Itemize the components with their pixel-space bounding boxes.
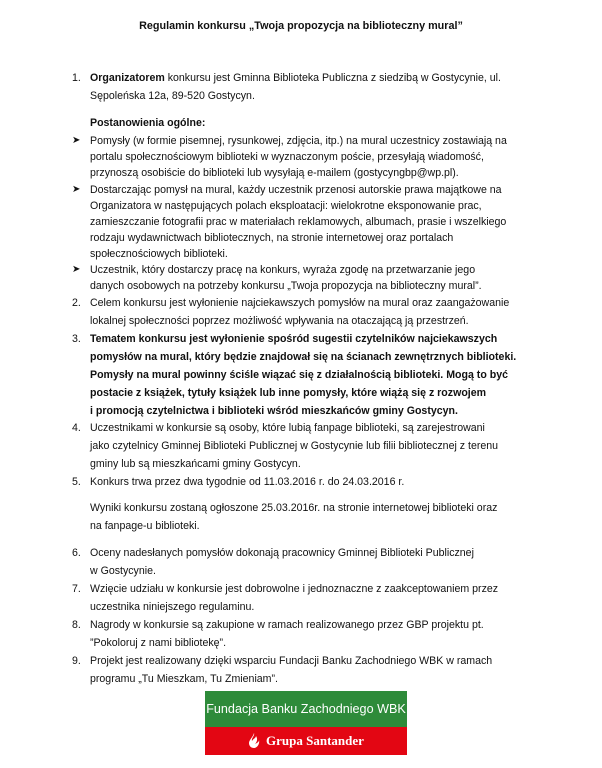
bullet-1-line-3: przynoszą osobiście do biblioteki lub wysyłają e-mailem (gostycyngbp@wp.pl).: [90, 167, 459, 179]
item-2-line-1: Celem konkursu jest wyłonienie najciekawszych pomysłów na mural oraz zaangażowanie: [90, 297, 510, 309]
item-5-results-line-1: Wyniki konkursu zostaną ogłoszone 25.03.2016r. na stronie internetowej biblioteki oraz: [90, 502, 498, 514]
bullet-2-line-2: Organizatora w następujących polach eksploatacji: wielokrotne eksponowanie prac,: [90, 200, 482, 212]
organizer-label: Organizatorem: [90, 72, 165, 84]
item-number-7: 7.: [72, 583, 81, 595]
arrow-bullet-icon: ➤: [72, 135, 81, 146]
bullet-2-line-5: społecznościowych biblioteki.: [90, 248, 228, 260]
bullet-1-line-1: Pomysły (w formie pisemnej, rysunkowej, zdjęcia, itp.) na mural uczestnicy zostawiają na: [90, 135, 507, 147]
item-number-9: 9.: [72, 655, 81, 667]
item-9-line-1: Projekt jest realizowany dzięki wsparciu Fundacji Banku Zachodniego WBK w ramach: [90, 655, 493, 667]
bullet-3-line-2: danych osobowych na potrzeby konkursu „Twoja propozycja na biblioteczny mural”.: [90, 280, 482, 292]
item-1-line-1: [90, 70, 552, 86]
item-9-line-2: programu „Tu Mieszkam, Tu Zmieniam”.: [90, 673, 278, 685]
item-3-line-5: i promocją czytelnictwa i biblioteki wśród mieszkańców gminy Gostycyn.: [90, 405, 458, 417]
item-1-line-2: Sępoleńska 12a, 89-520 Gostycyn.: [90, 90, 255, 102]
item-3-line-2: pomysłów na mural, który będzie znajdował się na ścianach zewnętrznych biblioteki.: [90, 351, 517, 363]
item-3-line-1: Tematem konkursu jest wyłonienie spośród sugestii czytelników najciekawszych: [90, 333, 498, 345]
item-number-1: 1.: [72, 72, 81, 84]
item-4-line-1: Uczestnikami w konkursie są osoby, które lubią fanpage biblioteki, są zarejestrowani: [90, 422, 485, 434]
item-8-line-2: ”Pokoloruj z nami bibliotekę”.: [90, 637, 227, 649]
item-number-4: 4.: [72, 422, 81, 434]
item-8-line-1: Nagrody w konkursie są zakupione w ramach realizowanego przez GBP projektu pt.: [90, 619, 484, 631]
bullet-1-line-2: portalu społecznościowym biblioteki w wyznaczonym poście, przesyłają wiadomość,: [90, 151, 484, 163]
organizer-text: konkursu jest Gminna Biblioteka Publiczna z siedzibą w Gostycynie, ul.: [164, 72, 501, 84]
item-7-line-2: uczestnika niniejszego regulaminu.: [90, 601, 255, 613]
item-3-line-4: postacie z książek, tytuły książek lub inne pomysły, które wiążą się z rozwojem: [90, 387, 487, 399]
sponsor-logo: [205, 691, 407, 755]
arrow-bullet-icon: ➤: [72, 264, 81, 275]
group-name: Grupa Santander: [266, 733, 364, 748]
item-number-3: 3.: [72, 333, 81, 345]
foundation-name: Fundacja Banku Zachodniego WBK: [205, 691, 407, 727]
bullet-2-line-3: zamieszczanie fotografii prac w materiałach reklamowych, albumach, prasie i wszelkiego: [90, 216, 507, 228]
item-5-line-1: Konkurs trwa przez dwa tygodnie od 11.03.2016 r. do 24.03.2016 r.: [90, 476, 405, 488]
item-6-line-2: w Gostycynie.: [90, 565, 156, 577]
item-6-line-1: Oceny nadesłanych pomysłów dokonają pracownicy Gminnej Biblioteki Publicznej: [90, 547, 474, 559]
item-4-line-3: gminy lub są mieszkańcami gminy Gostycyn.: [90, 458, 301, 470]
item-5-results-line-2: na fanpage-u biblioteki.: [90, 520, 200, 532]
bullet-2-line-4: rodzaju wydawnictwach bibliotecznych, na stronie internetowej oraz portalach: [90, 232, 454, 244]
item-3-line-3: Pomysły na mural powinny ściśle wiązać się z działalnością biblioteki. Mogą to być: [90, 369, 508, 381]
item-number-5: 5.: [72, 476, 81, 488]
santander-banner: [205, 727, 407, 755]
item-number-8: 8.: [72, 619, 81, 631]
item-number-2: 2.: [72, 297, 81, 309]
document-title: Regulamin konkursu „Twoja propozycja na biblioteczny mural”: [139, 20, 463, 32]
item-2-line-2: lokalnej społeczności poprzez możliwość wpływania na otaczającą ją przestrzeń.: [90, 315, 469, 327]
item-4-line-2: jako czytelnicy Gminnej Biblioteki Publicznej w Gostycynie lub filii bibliotecznej z terenu: [90, 440, 499, 452]
general-provisions-heading: Postanowienia ogólne:: [90, 117, 206, 129]
bullet-2-line-1: Dostarczając pomysł na mural, każdy uczestnik przenosi autorskie prawa majątkowe na: [90, 184, 502, 196]
arrow-bullet-icon: ➤: [72, 184, 81, 195]
bullet-3-line-1: Uczestnik, który dostarczy pracę na konkurs, wyraża zgodę na przetwarzanie jego: [90, 264, 476, 276]
item-7-line-1: Wzięcie udziału w konkursie jest dobrowolne i jednoznaczne z zaakceptowaniem przez: [90, 583, 499, 595]
item-number-6: 6.: [72, 547, 81, 559]
santander-flame-icon: [248, 733, 260, 749]
